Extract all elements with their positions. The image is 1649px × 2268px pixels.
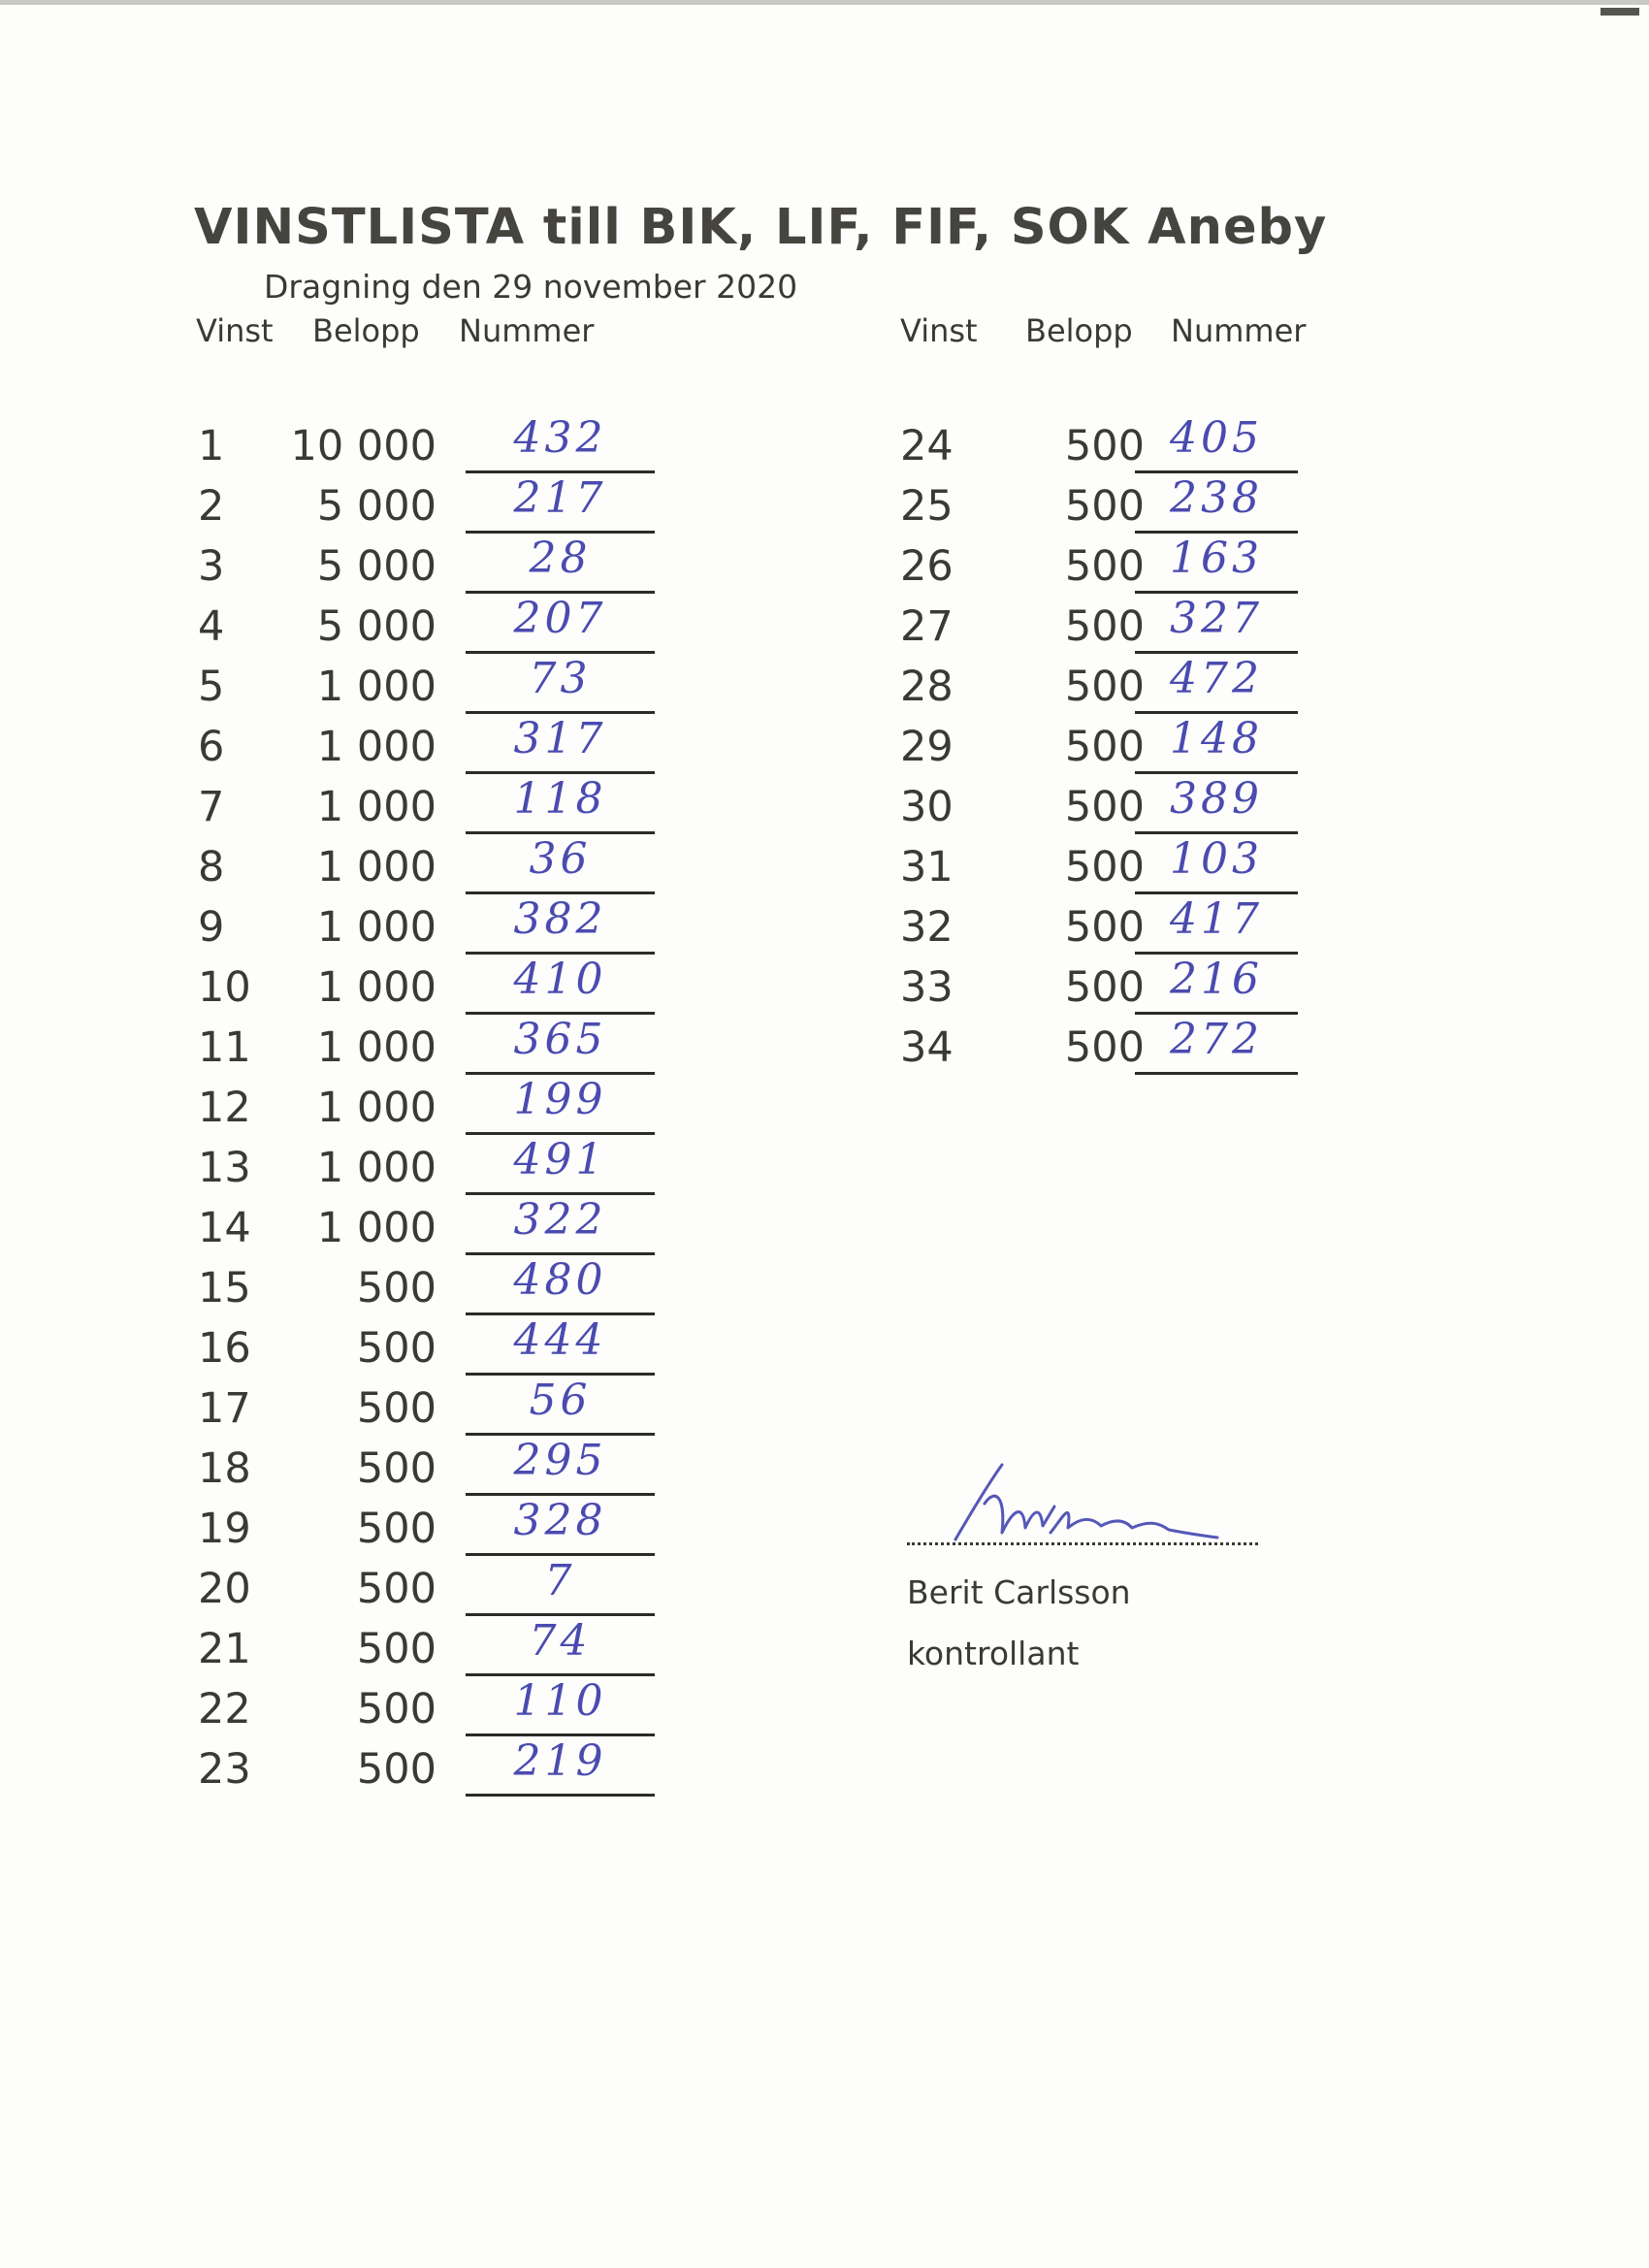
header-nummer-right: Nummer — [1171, 312, 1307, 349]
prize-amount: 1 000 — [316, 1084, 436, 1132]
header-vinst-right: Vinst — [900, 312, 978, 349]
prize-row — [0, 714, 1649, 771]
prize-amount: 500 — [356, 1745, 436, 1794]
ticket-number-field — [466, 1255, 655, 1315]
prize-amount: 1 000 — [316, 783, 436, 831]
prize-row — [0, 955, 1649, 1012]
prize-number: 5 — [198, 663, 225, 711]
ticket-number: 491 — [513, 1135, 607, 1184]
prize-number: 34 — [900, 1023, 954, 1072]
prize-row — [0, 1315, 1649, 1373]
prize-row — [0, 1736, 1649, 1794]
prize-number: 7 — [198, 783, 225, 831]
ticket-number: 207 — [513, 594, 607, 643]
prize-amount: 1 000 — [316, 1144, 436, 1192]
prize-number: 1 — [198, 422, 225, 470]
ticket-number: 103 — [1170, 834, 1263, 884]
ticket-number-field — [1135, 1015, 1298, 1075]
prize-amount: 500 — [1064, 843, 1145, 891]
header-belopp-left: Belopp — [312, 312, 420, 349]
ticket-number: 317 — [513, 714, 607, 763]
signer-name: Berit Carlsson — [907, 1573, 1131, 1611]
prize-number: 31 — [900, 843, 954, 891]
ticket-number: 272 — [1170, 1015, 1263, 1064]
ticket-number: 216 — [1170, 955, 1263, 1004]
ticket-number: 472 — [1170, 654, 1263, 703]
prize-row — [0, 1376, 1649, 1433]
handwritten-signature — [946, 1450, 1237, 1547]
prize-row — [0, 1135, 1649, 1192]
ticket-number: 148 — [1170, 714, 1263, 763]
ticket-number: 405 — [1170, 413, 1263, 463]
prize-amount: 500 — [1064, 783, 1145, 831]
prize-number: 16 — [198, 1324, 251, 1373]
prize-row — [0, 1556, 1649, 1613]
header-vinst-left: Vinst — [196, 312, 274, 349]
ticket-number-field — [466, 1376, 655, 1436]
prize-number: 4 — [198, 602, 225, 651]
prize-amount: 500 — [1064, 1023, 1145, 1072]
prize-row — [0, 1195, 1649, 1252]
prize-amount: 500 — [356, 1625, 436, 1673]
prize-number: 22 — [198, 1685, 251, 1733]
prize-number: 18 — [198, 1444, 251, 1493]
ticket-number-field — [466, 1736, 655, 1797]
prize-number: 29 — [900, 723, 954, 771]
ticket-number-field — [466, 1135, 655, 1195]
prize-amount: 500 — [1064, 542, 1145, 591]
prize-amount: 500 — [1064, 422, 1145, 470]
prize-row — [0, 774, 1649, 831]
prize-amount: 500 — [356, 1384, 436, 1433]
prize-amount: 5 000 — [316, 602, 436, 651]
prize-number: 13 — [198, 1144, 251, 1192]
scan-corner-mark — [1600, 8, 1639, 16]
prize-amount: 500 — [356, 1685, 436, 1733]
ticket-number-field — [1135, 714, 1298, 774]
ticket-number: 382 — [513, 894, 607, 944]
ticket-number: 327 — [1170, 594, 1263, 643]
prize-number: 23 — [198, 1745, 251, 1794]
prize-number: 19 — [198, 1505, 251, 1553]
ticket-number-field — [466, 1676, 655, 1736]
prize-row — [0, 1255, 1649, 1312]
ticket-number-field — [1135, 774, 1298, 834]
page-top-edge — [0, 0, 1649, 5]
prize-row — [0, 534, 1649, 591]
prize-row — [0, 594, 1649, 651]
prize-amount: 5 000 — [316, 542, 436, 591]
prize-number: 32 — [900, 903, 954, 952]
ticket-number-field — [466, 1315, 655, 1376]
ticket-number-field — [1135, 654, 1298, 714]
prize-number: 21 — [198, 1625, 251, 1673]
ticket-number: 56 — [529, 1376, 592, 1425]
prize-row — [0, 473, 1649, 531]
prize-row — [0, 1676, 1649, 1733]
prize-number: 8 — [198, 843, 225, 891]
prize-row — [0, 834, 1649, 891]
ticket-number: 118 — [513, 774, 607, 824]
prize-row — [0, 413, 1649, 470]
prize-number: 2 — [198, 482, 225, 531]
prize-number: 3 — [198, 542, 225, 591]
ticket-number: 219 — [513, 1736, 607, 1786]
ticket-number-field — [1135, 473, 1298, 534]
ticket-number: 444 — [513, 1315, 607, 1365]
ticket-number: 36 — [529, 834, 592, 884]
prize-number: 24 — [900, 422, 954, 470]
prize-amount: 1 000 — [316, 663, 436, 711]
prize-number: 11 — [198, 1023, 251, 1072]
prize-amount: 1 000 — [316, 1204, 436, 1252]
prize-amount: 500 — [356, 1264, 436, 1312]
prize-number: 12 — [198, 1084, 251, 1132]
ticket-number: 217 — [513, 473, 607, 523]
ticket-number-field — [1135, 413, 1298, 473]
prize-amount: 10 000 — [290, 422, 436, 470]
prize-number: 20 — [198, 1565, 251, 1613]
ticket-number-field — [1135, 534, 1298, 594]
prize-amount: 1 000 — [316, 1023, 436, 1072]
ticket-number-field — [1135, 834, 1298, 894]
signer-role: kontrollant — [907, 1635, 1080, 1672]
header-belopp-right: Belopp — [1025, 312, 1133, 349]
prize-number: 17 — [198, 1384, 251, 1433]
ticket-number: 328 — [513, 1496, 607, 1545]
prize-row — [0, 894, 1649, 952]
prize-number: 15 — [198, 1264, 251, 1312]
ticket-number-field — [466, 1436, 655, 1496]
prize-number: 26 — [900, 542, 954, 591]
prize-number: 25 — [900, 482, 954, 531]
ticket-number: 480 — [513, 1255, 607, 1305]
ticket-number-field — [1135, 894, 1298, 955]
ticket-number: 163 — [1170, 534, 1263, 583]
prize-number: 33 — [900, 963, 954, 1012]
prize-number: 14 — [198, 1204, 251, 1252]
prize-amount: 500 — [1064, 663, 1145, 711]
prize-number: 6 — [198, 723, 225, 771]
ticket-number-field — [466, 1075, 655, 1135]
ticket-number-field — [466, 1616, 655, 1676]
prize-amount: 500 — [1064, 723, 1145, 771]
ticket-number: 432 — [513, 413, 607, 463]
ticket-number-field — [1135, 594, 1298, 654]
prize-amount: 500 — [1064, 602, 1145, 651]
signature-line — [907, 1542, 1258, 1545]
prize-amount: 500 — [356, 1324, 436, 1373]
prize-row — [0, 654, 1649, 711]
prize-number: 30 — [900, 783, 954, 831]
prize-number: 28 — [900, 663, 954, 711]
prize-row — [0, 1616, 1649, 1673]
ticket-number-field — [466, 1496, 655, 1556]
ticket-number: 389 — [1170, 774, 1263, 824]
prize-amount: 1 000 — [316, 963, 436, 1012]
ticket-number: 73 — [529, 654, 592, 703]
prize-row — [0, 1496, 1649, 1553]
ticket-number: 238 — [1170, 473, 1263, 523]
ticket-number-field — [466, 1195, 655, 1255]
prize-number: 9 — [198, 903, 225, 952]
prize-amount: 1 000 — [316, 843, 436, 891]
ticket-number: 74 — [529, 1616, 592, 1666]
prize-amount: 500 — [356, 1505, 436, 1553]
draw-date: Dragning den 29 november 2020 — [264, 268, 798, 306]
ticket-number-field — [466, 1556, 655, 1616]
prize-amount: 500 — [356, 1565, 436, 1613]
prize-amount: 5 000 — [316, 482, 436, 531]
ticket-number: 199 — [513, 1075, 607, 1124]
prize-amount: 1 000 — [316, 723, 436, 771]
prize-amount: 500 — [356, 1444, 436, 1493]
header-nummer-left: Nummer — [459, 312, 595, 349]
prize-row — [0, 1436, 1649, 1493]
ticket-number: 110 — [513, 1676, 607, 1726]
ticket-number: 7 — [544, 1556, 576, 1605]
ticket-number: 417 — [1170, 894, 1263, 944]
prize-amount: 500 — [1064, 903, 1145, 952]
prize-amount: 1 000 — [316, 903, 436, 952]
ticket-number: 295 — [513, 1436, 607, 1485]
ticket-number: 322 — [513, 1195, 607, 1245]
prize-row — [0, 1075, 1649, 1132]
ticket-number-field — [1135, 955, 1298, 1015]
prize-row — [0, 1015, 1649, 1072]
document-title: VINSTLISTA till BIK, LIF, FIF, SOK Aneby — [194, 199, 1328, 256]
prize-amount: 500 — [1064, 482, 1145, 531]
ticket-number: 365 — [513, 1015, 607, 1064]
prize-number: 10 — [198, 963, 251, 1012]
prize-number: 27 — [900, 602, 954, 651]
ticket-number: 410 — [513, 955, 607, 1004]
prize-amount: 500 — [1064, 963, 1145, 1012]
ticket-number: 28 — [529, 534, 592, 583]
